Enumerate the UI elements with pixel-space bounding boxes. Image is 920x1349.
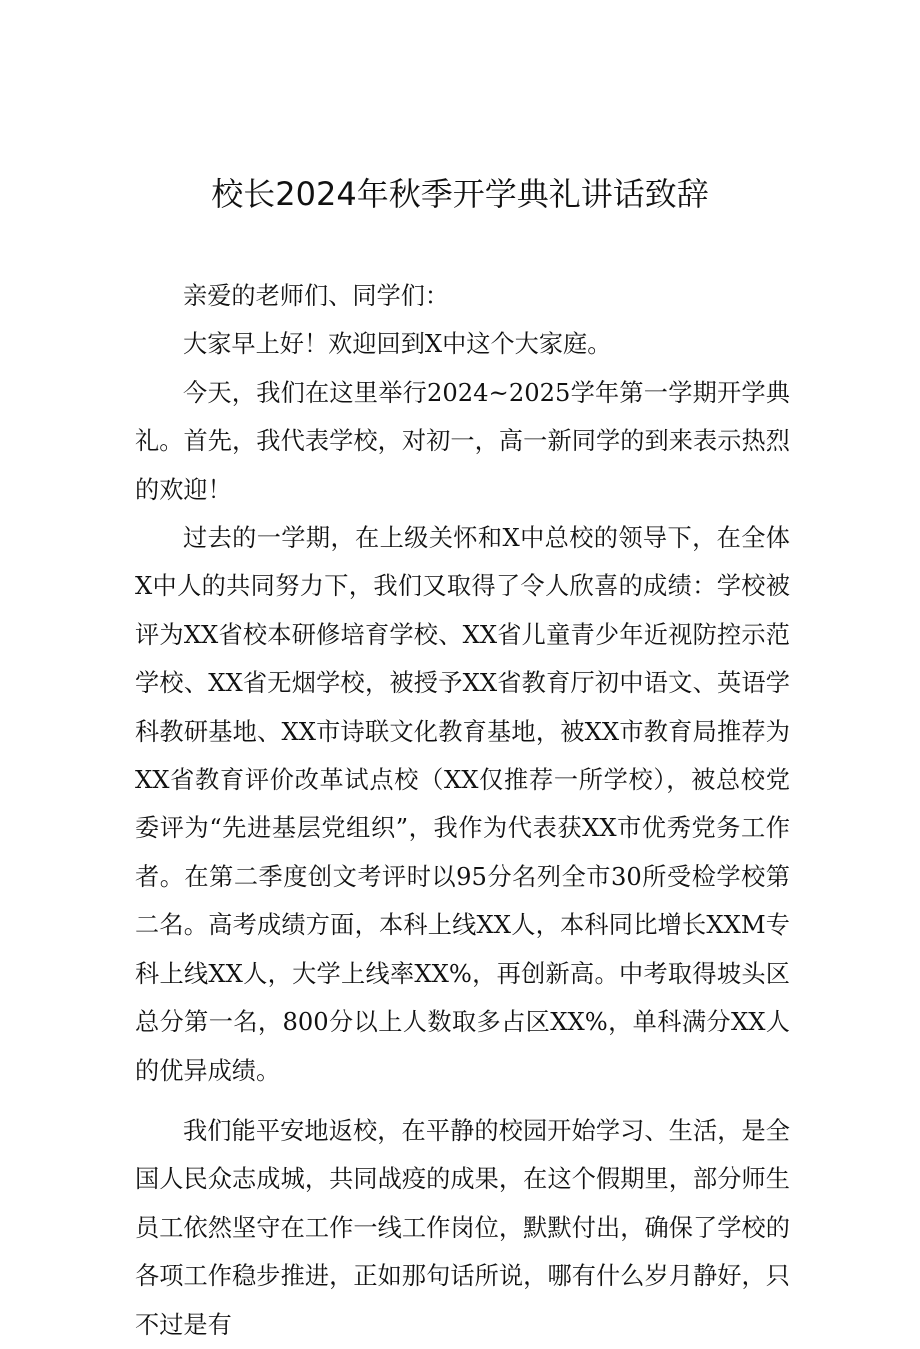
document-body <box>135 272 790 1349</box>
paragraph-welcome: 大家早上好！欢迎回到X中这个大家庭。 <box>183 330 612 359</box>
paragraph-achievements: 过去的一学期，在上级关怀和X中总校的领导下，在全体X中人的共同努力下，我们又取得了令人欣喜的成绩：学校被评为XX省校本研修培育学校、XX省儿童青少年近视防控示范学校、XX省无烟学校，被授予XX省教育厅初中语文、英语学科教研基地、XX市诗联文化教育基地，被XX市教育局推荐为XX省教育评价改革试点校（XX仅推荐一所学校），被总校党委评为“先进基层党组织”，我作为代表获XX市优秀党务工作者。在第二季度创文考评时以95分名列全市30所受检学校第二名。高考成绩方面，本科上线XX人，本科同比增长XXM专科上线XX人，大学上线率XX%，再创新高。中考取得坡头区总分第一名，800分以上人数取多占区XX%，单科满分XX人的优异成绩。 <box>135 524 790 1085</box>
paragraph-greeting: 亲爱的老师们、同学们： <box>183 282 450 310</box>
paragraph-return: 我们能平安地返校，在平静的校园开始学习、生活，是全国人民众志成城，共同战疫的成果，在这个假期里，部分师生员工依然坚守在工作一线工作岗位，默默付出，确保了学校的各项工作稳步推进，正如那句话所说，哪有什么岁月静好，只不过是有 <box>135 1116 790 1339</box>
paragraph-ceremony: 今天，我们在这里举行2024~2025学年第一学期开学典礼。首先，我代表学校，对初一，高一新同学的到来表示热烈的欢迎！ <box>135 378 790 504</box>
document-title: 校长2024年秋季开学典礼讲话致辞 <box>211 175 709 213</box>
